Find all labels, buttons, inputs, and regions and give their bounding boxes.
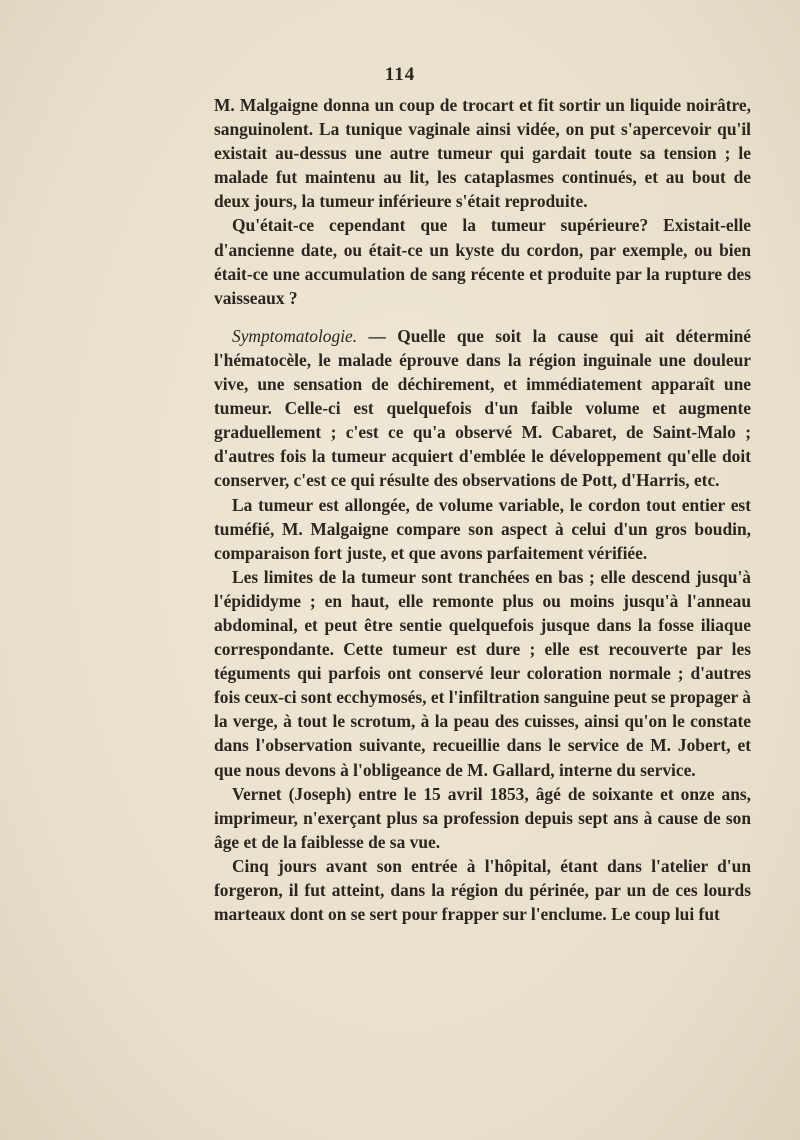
body-text [214, 93, 751, 926]
paragraph-5: Les limites de la tumeur sont tranchées en bas ; elle descend jusqu'à l'épididyme ; en haut, elle remonte plus ou moins jusqu'à l'anneau abdominal, et peut être sentie quelquefois jusque dans la fosse iliaque correspondante. Cette tumeur est dure ; elle est recouverte par les téguments qui parfois ont conservé leur coloration normale ; d'autres fois ceux-ci sont ecchymosés, et l'infiltration sanguine peut se propager à la verge, à tout le scrotum, à la peau des cuisses, ainsi qu'on le constate dans l'observation suivante, recueillie dans le service de M. Jobert, et que nous devons à l'obligeance de M. Gallard, interne du service. [214, 566, 751, 780]
paragraph-1: M. Malgaigne donna un coup de trocart et fit sortir un liquide noirâtre, sanguinolent. La tunique vaginale ainsi vidée, on put s'apercevoir qu'il existait au-dessus une autre tumeur qui gardait toute sa tension ; le malade fut maintenu au lit, les cataplasmes continués, et au bout de deux jours, la tumeur inférieure s'était reproduite. [214, 95, 751, 212]
section-heading: Symptomatologie. [232, 325, 358, 346]
paragraph-4: La tumeur est allongée, de volume variable, le cordon tout entier est tuméfié, M. Malgaigne compare son aspect à celui d'un gros boudin, comparaison fort juste, et que avons parfaitement vérifiée. [214, 494, 751, 563]
paragraph-6: Vernet (Joseph) entre le 15 avril 1853, âgé de soixante et onze ans, imprimeur, n'exerçant plus sa profession depuis sept ans à cause de son âge et de la faiblesse de sa vue. [214, 783, 751, 852]
paragraph-7: Cinq jours avant son entrée à l'hôpital, étant dans l'atelier d'un forgeron, il fut atteint, dans la région du périnée, par un de ces lourds marteaux dont on se sert pour frapper sur l'enclume. Le coup lui fut [214, 855, 751, 925]
paragraph-3-text: — Quelle que soit la cause qui ait déterminé l'hématocèle, le malade éprouve dans la région inguinale une douleur vive, une sensation de déchirement, et immédiatement apparaît une tumeur. Celle-ci est quelquefois d'un faible volume et augmente graduellement ; c'est ce qu'a observé M. Cabaret, de Saint-Malo ; d'autres fois la tumeur acquiert d'emblée le développement qu'elle doit conserver, c'est ce qui résulte des observations de Pott, d'Harris, etc. [214, 325, 751, 491]
paragraph-symptomatologie [214, 324, 751, 493]
page-number: 114 [384, 64, 416, 85]
paragraph-2: Qu'était-ce cependant que la tumeur supérieure? Existait-elle d'ancienne date, ou était-ce un kyste du cordon, par exemple, ou bien était-ce une accumulation de sang récente et produite par la rupture des vaisseaux ? [214, 215, 751, 308]
